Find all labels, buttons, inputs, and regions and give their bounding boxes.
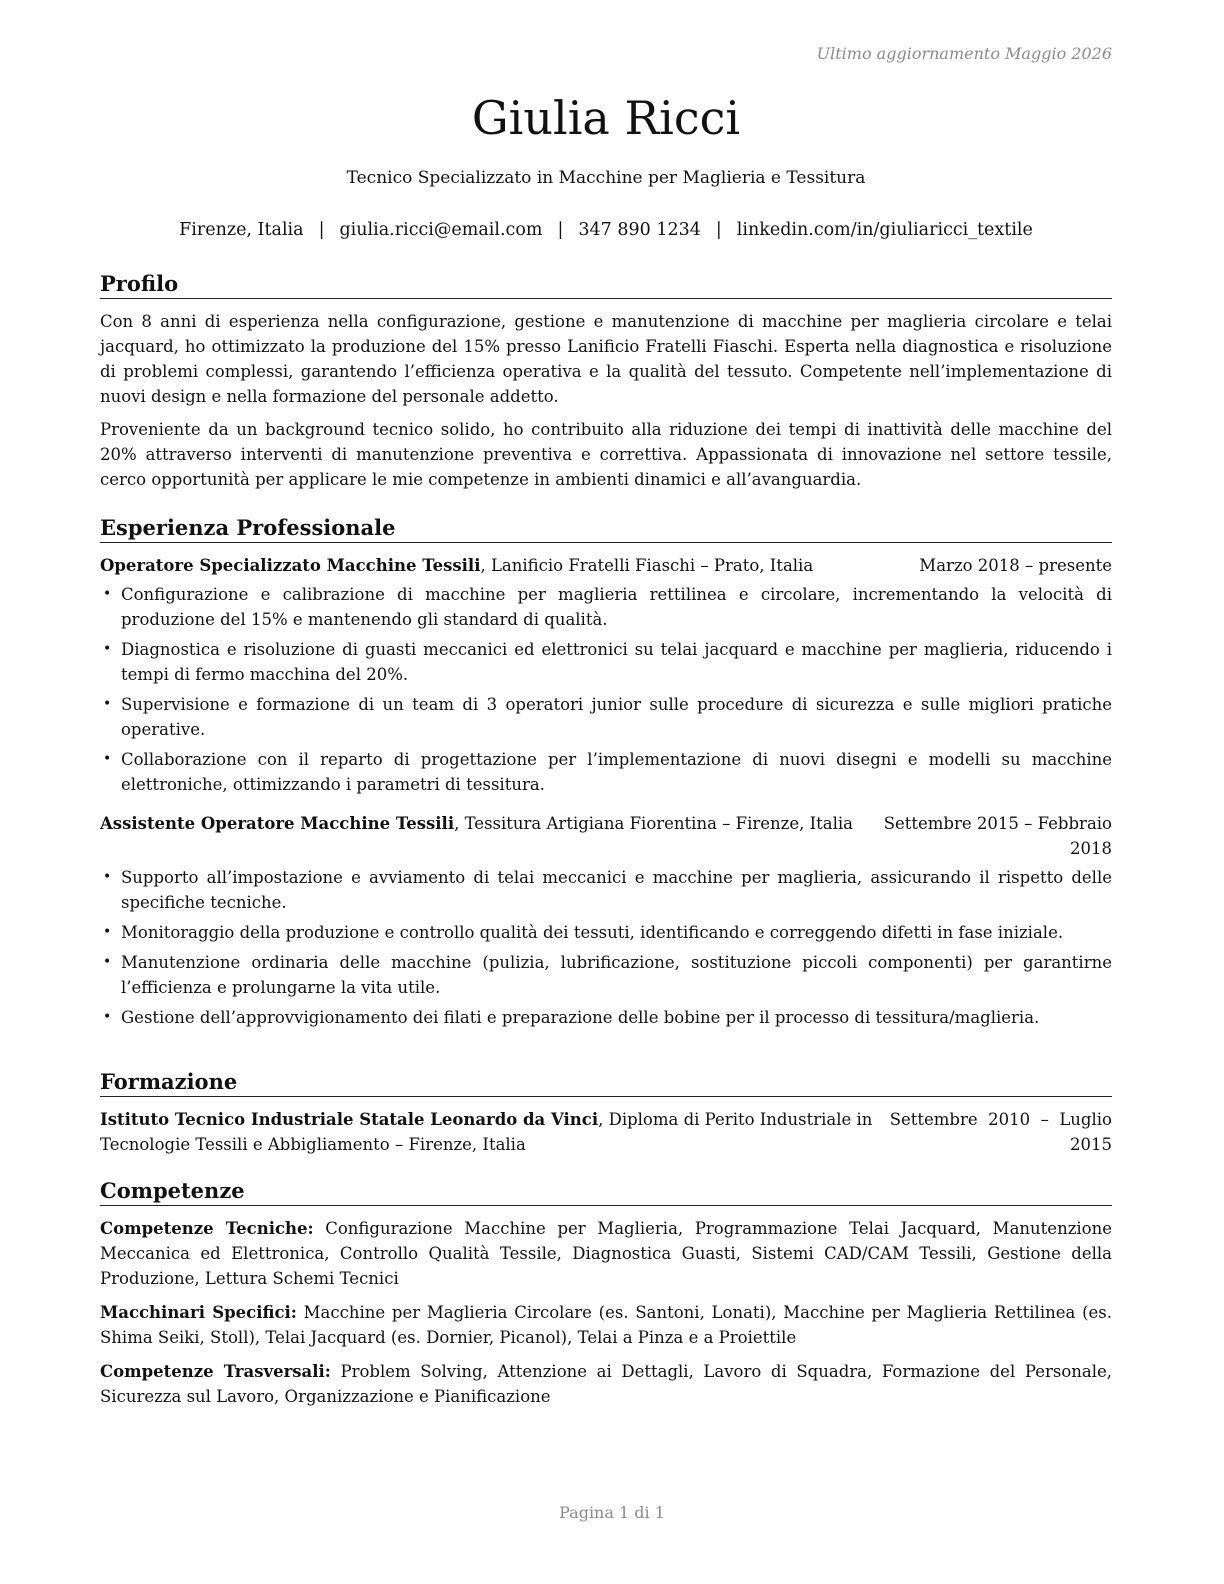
bullet-icon: • <box>103 924 112 940</box>
bullet-icon: • <box>103 586 112 602</box>
skill-group-text: Problem Solving, Attenzione ai Dettagli, Lavoro di Squadra, Formazione del Personale, Sicurezza sul Lavoro, Organizzazione e Pianificazione <box>100 1362 1112 1406</box>
bullet-icon: • <box>103 751 112 767</box>
job-dates-line: Settembre 2015 – Febbraio <box>883 814 1112 833</box>
education-dates-line: Settembre 2010 – Luglio <box>889 1110 1112 1129</box>
bullet-icon: • <box>103 869 112 885</box>
skill-group-label: Competenze Tecniche: <box>100 1219 314 1238</box>
bullet-text: Supervisione e formazione di un team di 3 operatori junior sulle procedure di sicurezza e sulle migliori pratiche operative. <box>121 695 1112 739</box>
job-dates-line: 2018 <box>1070 839 1112 858</box>
list-item <box>100 950 1112 1000</box>
degree-line: Tecnologie Tessili e Abbigliamento – Firenze, Italia <box>100 1135 526 1154</box>
bullet-text: Monitoraggio della produzione e controllo qualità dei tessuti, identificando e correggendo difetti in fase iniziale. <box>121 923 1064 942</box>
skill-group-label: Macchinari Specifici: <box>100 1303 297 1322</box>
education-dates-line: 2015 <box>1070 1135 1112 1154</box>
job-bullet-list <box>100 865 1112 1030</box>
list-item <box>100 920 1112 945</box>
contact-separator: | <box>318 220 325 240</box>
job-header <box>100 553 1112 578</box>
bullet-text: Configurazione e calibrazione di macchine per maglieria rettilinea e circolare, incrementando la velocità di produzione del 15% e mantenendo gli standard di qualità. <box>121 585 1112 629</box>
section-title-education: Formazione <box>100 1069 1112 1097</box>
education-section <box>100 1069 1112 1157</box>
bullet-icon: • <box>103 696 112 712</box>
section-title-skills: Competenze <box>100 1178 1112 1206</box>
list-item <box>100 637 1112 687</box>
list-item <box>100 692 1112 742</box>
section-title-profile: Profilo <box>100 271 1112 299</box>
job-dates <box>884 811 1112 861</box>
contact-separator: | <box>557 220 564 240</box>
contact-email[interactable]: giulia.ricci@email.com <box>339 220 543 240</box>
skill-group <box>100 1359 1112 1409</box>
experience-section <box>100 515 1112 1035</box>
education-entry <box>100 1107 1112 1157</box>
job-company: , Tessitura Artigiana Fiorentina – Firenze, Italia <box>454 814 853 833</box>
profile-paragraph: Proveniente da un background tecnico solido, ho contribuito alla riduzione dei tempi di inattività delle macchine del 20% attraverso interventi di manutenzione preventiva e correttiva. Appassionata di innovazione nel settore tessile, cerco opportunità per applicare le mie competenze in ambienti dinamici e all’avanguardia. <box>100 420 1112 489</box>
job-subtitle: Tecnico Specializzato in Macchine per Maglieria e Tessitura <box>346 168 866 188</box>
skill-group <box>100 1216 1112 1291</box>
bullet-icon: • <box>103 954 112 970</box>
profile-section <box>100 271 1112 500</box>
resume-page <box>100 0 1112 1584</box>
bullet-text: Supporto all’impostazione e avviamento di telai meccanici e macchine per maglieria, assicurando il rispetto delle specifiche tecniche. <box>121 868 1112 912</box>
contact-separator: | <box>715 220 722 240</box>
list-item <box>100 1005 1112 1030</box>
job-dates: Marzo 2018 – presente <box>919 556 1112 575</box>
list-item <box>100 582 1112 632</box>
list-item <box>100 865 1112 915</box>
contact-phone[interactable]: 347 890 1234 <box>578 220 701 240</box>
last-updated: Ultimo aggiornamento Maggio 2026 <box>816 44 1112 63</box>
bullet-icon: • <box>103 641 112 657</box>
skills-section <box>100 1178 1112 1418</box>
bullet-text: Collaborazione con il reparto di progettazione per l’implementazione di nuovi disegni e modelli su macchine elettroniche, ottimizzando i parametri di tessitura. <box>121 750 1112 794</box>
skill-group-text: Configurazione Macchine per Maglieria, Programmazione Telai Jacquard, Manutenzione Meccanica ed Elettronica, Controllo Qualità Tessile, Diagnostica Guasti, Sistemi CAD/CAM Tessili, Gestione della Produzione, Lettura Schemi Tecnici <box>100 1219 1112 1288</box>
job-header <box>100 811 1112 861</box>
list-item <box>100 747 1112 797</box>
education-dates <box>890 1107 1112 1157</box>
profile-paragraph: Con 8 anni di esperienza nella configurazione, gestione e manutenzione di macchine per maglieria circolare e telai jacquard, ho ottimizzato la produzione del 15% presso Lanificio Fratelli Fiaschi. Esperta nella diagnostica e risoluzione di problemi complessi, garantendo l’efficienza operativa e la qualità del tessuto. Competente nell’implementazione di nuovi design e nella formazione del personale addetto. <box>100 312 1112 406</box>
contact-linkedin[interactable]: linkedin.com/in/giuliaricci_textile <box>736 220 1033 240</box>
bullet-text: Diagnostica e risoluzione di guasti meccanici ed elettronici su telai jacquard e macchine per maglieria, riducendo i tempi di fermo macchina del 20%. <box>121 640 1112 684</box>
job-role: Operatore Specializzato Macchine Tessili <box>100 556 481 575</box>
skill-group <box>100 1300 1112 1350</box>
degree-line: , Diploma di Perito Industriale in <box>598 1110 873 1129</box>
job-bullet-list <box>100 582 1112 797</box>
skill-group-text: Macchine per Maglieria Circolare (es. Santoni, Lonati), Macchine per Maglieria Rettilinea (es. Shima Seiki, Stoll), Telai Jacquard (es. Dornier, Picanol), Telai a Pinza e a Proiettile <box>100 1303 1112 1347</box>
school-name: Istituto Tecnico Industriale Statale Leonardo da Vinci <box>100 1110 599 1129</box>
candidate-name: Giulia Ricci <box>471 91 741 145</box>
bullet-icon: • <box>103 1009 112 1025</box>
bullet-text: Manutenzione ordinaria delle macchine (pulizia, lubrificazione, sostituzione piccoli componenti) per garantirne l’efficienza e prolungarne la vita utile. <box>121 953 1112 997</box>
skill-group-label: Competenze Trasversali: <box>100 1362 331 1381</box>
bullet-text: Gestione dell’approvvigionamento dei filati e preparazione delle bobine per il processo di tessitura/maglieria. <box>121 1008 1040 1027</box>
job-role: Assistente Operatore Macchine Tessili <box>100 814 455 833</box>
page-number: Pagina 1 di 1 <box>559 1503 665 1522</box>
contact-line <box>100 220 1112 240</box>
contact-location: Firenze, Italia <box>179 220 304 240</box>
section-title-experience: Esperienza Professionale <box>100 515 1112 543</box>
job-company: , Lanificio Fratelli Fiaschi – Prato, Italia <box>480 556 814 575</box>
